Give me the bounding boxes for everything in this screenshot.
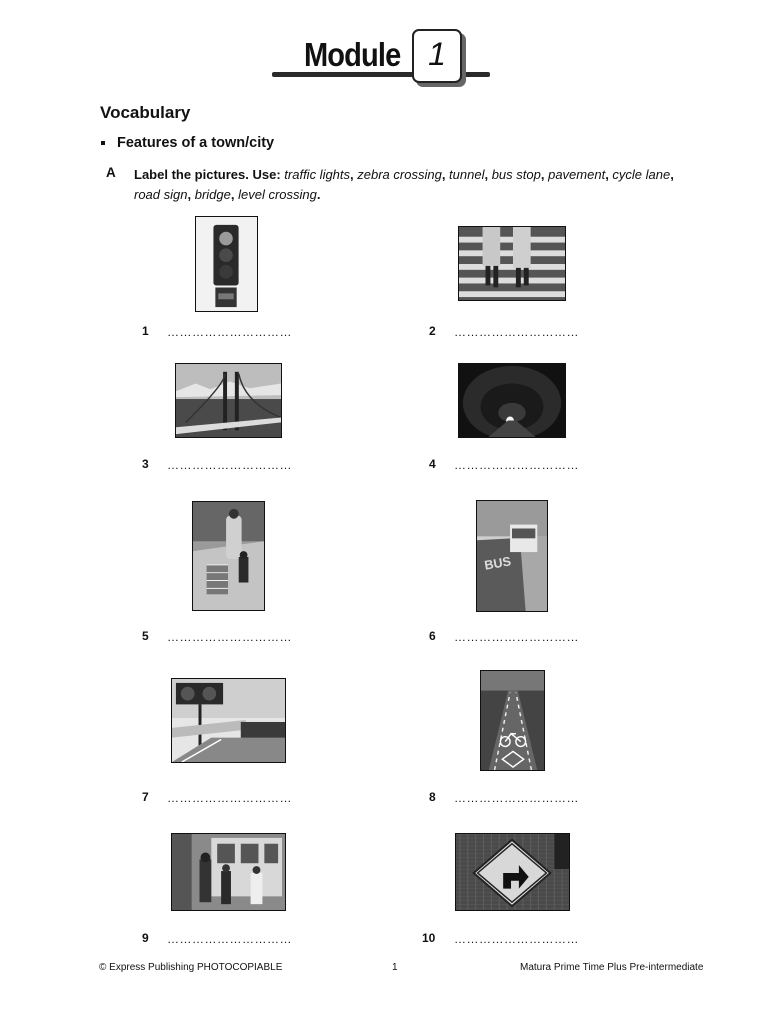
task-word: traffic lights	[284, 167, 351, 182]
answer-line[interactable]: …………………………	[454, 630, 579, 644]
footer-copyright: © Express Publishing PHOTOCOPIABLE	[99, 962, 283, 973]
pavement-photo	[192, 501, 265, 611]
task-word: zebra crossing	[357, 167, 442, 182]
road-sign-photo	[455, 833, 570, 911]
answer-line[interactable]: …………………………	[167, 630, 292, 644]
task-word: level crossing	[238, 187, 317, 202]
traffic-lights-photo	[195, 216, 258, 312]
task-word: bus stop	[491, 167, 541, 182]
item-number: 3	[142, 457, 149, 471]
bus-lane-photo	[476, 500, 548, 612]
bus-stop-photo	[171, 833, 286, 911]
task-word: road sign	[134, 187, 188, 202]
footer-book-title: Matura Prime Time Plus Pre-intermediate	[520, 962, 704, 973]
svg-text:BUS: BUS	[483, 554, 513, 573]
item-number: 7	[142, 790, 149, 804]
cycle-lane-photo	[480, 670, 545, 771]
answer-line[interactable]: …………………………	[167, 791, 292, 805]
square-bullet-icon	[101, 141, 105, 145]
zebra-crossing-photo	[458, 226, 566, 301]
item-number: 5	[142, 629, 149, 643]
item-number: 6	[429, 629, 436, 643]
item-number: 10	[422, 931, 436, 945]
task-letter: A	[106, 165, 116, 180]
task-lead: Label the pictures. Use:	[134, 167, 281, 182]
answer-line[interactable]: …………………………	[454, 932, 579, 946]
tunnel-photo	[458, 363, 566, 438]
module-title: Module	[304, 36, 401, 73]
item-number: 2	[429, 324, 436, 338]
answer-line[interactable]: …………………………	[454, 458, 579, 472]
task-word: tunnel	[449, 167, 485, 182]
item-number: 8	[429, 790, 436, 804]
bridge-photo	[175, 363, 282, 438]
task-word: pavement	[548, 167, 606, 182]
answer-line[interactable]: …………………………	[167, 325, 292, 339]
subsection-title: Features of a town/city	[117, 135, 275, 151]
level-crossing-photo	[171, 678, 286, 763]
module-number: 1	[428, 36, 446, 72]
footer-page-number: 1	[392, 962, 398, 973]
item-number: 1	[142, 324, 149, 338]
module-number-box	[412, 29, 462, 83]
task-word: bridge	[194, 187, 231, 202]
answer-line[interactable]: …………………………	[454, 791, 579, 805]
item-number: 4	[429, 457, 436, 471]
section-title: Vocabulary	[100, 103, 191, 122]
task-instructions: Label the pictures. Use: traffic lights, zebra crossing, tunnel, bus stop, pavement, cycle lane, road sign, bridge, level crossing.	[134, 167, 674, 202]
answer-line[interactable]: …………………………	[167, 932, 292, 946]
task-word: cycle lane	[612, 167, 671, 182]
answer-line[interactable]: …………………………	[454, 325, 579, 339]
item-number: 9	[142, 931, 149, 945]
answer-line[interactable]: …………………………	[167, 458, 292, 472]
